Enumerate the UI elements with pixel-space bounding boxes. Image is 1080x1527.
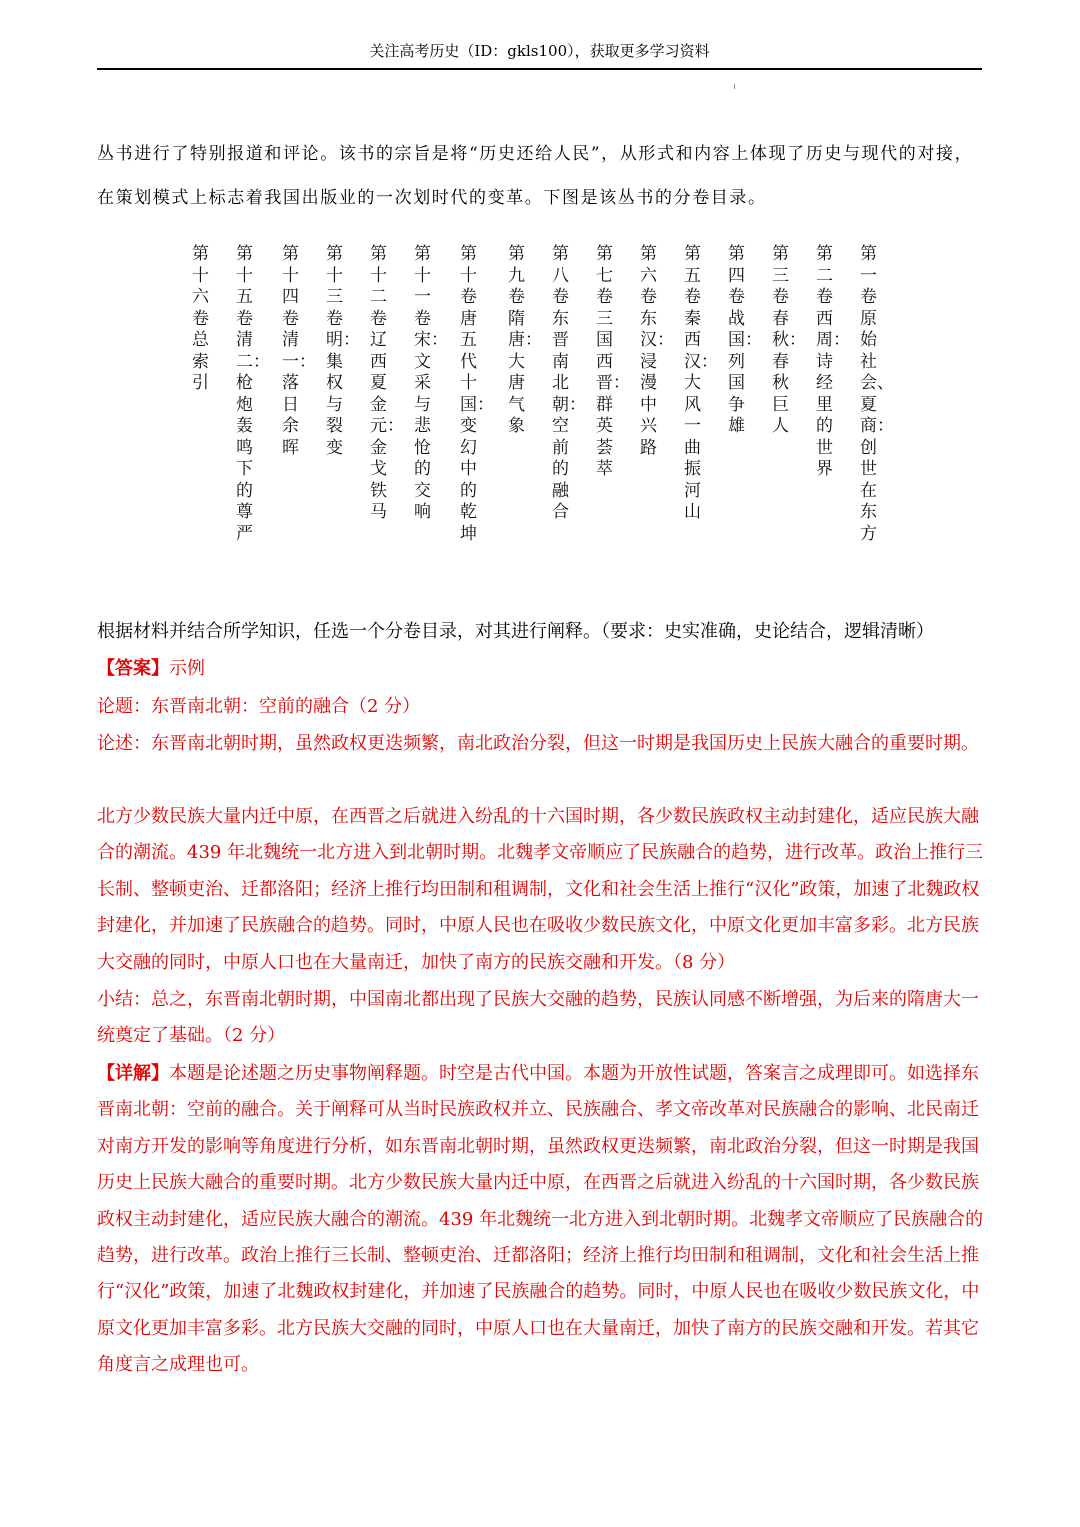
toc-volume-1: 第一卷 原始社会、夏商：创世在东方 bbox=[860, 244, 894, 544]
toc-volume-7: 第七卷 三国西晋：群英荟萃 bbox=[596, 244, 630, 479]
toc-volume-6: 第六卷 东汉：浸漫中兴路 bbox=[640, 244, 674, 458]
toc-volume-2: 第二卷 西周：诗经里的世界 bbox=[816, 244, 850, 479]
toc-volume-14: 第十四卷 清一：落日余晖 bbox=[282, 244, 316, 458]
intro-paragraph: 丛书进行了特别报道和评论。该书的宗旨是将“历史还给人民”，从形式和内容上体现了历史与现代的对接，在策划模式上标志着我国出版业的一次划时代的变革。下图是该丛书的分卷目录。 bbox=[97, 144, 974, 208]
toc-volume-15: 第十五卷 清二：枪炮轰鸣下的尊严 bbox=[236, 244, 270, 544]
answer-example-label: 示例 bbox=[169, 658, 205, 679]
answer-argument: 论述：东晋南北朝时期，虽然政权更迭频繁，南北政治分裂，但这一时期是我国历史上民族大融合的重要时期。 bbox=[97, 733, 979, 754]
toc-volume-12: 第十二卷 辽西夏金元：金戈铁马 bbox=[370, 244, 404, 522]
header-mark bbox=[734, 84, 735, 89]
toc-volume-8: 第八卷 东晋南北朝：空前的融合 bbox=[552, 244, 586, 522]
answer-body: 北方少数民族大量内迁中原，在西晋之后就进入纷乱的十六国时期，各少数民族政权主动封建化，适应民族大融合的潮流。439 年北魏统一北方进入到北朝时期。北魏孝文帝顺应了民族融合的趋势，进行改革。政治上推行三长制、整顿吏治、迁都洛阳；经济上推行均田制和租调制，文化和社会生活上推行“汉化”政策，加速了北魏政权封建化，并加速了民族融合的趋势。同时，中原人民也在吸收少数民族文化，中原文化更加丰富多彩。北方民族大交融的同时，中原人口也在大量南迁，加快了南方的民族交融和开发。（8 分） bbox=[97, 806, 984, 973]
explanation-text: 本题是论述题之历史事物阐释题。时空是古代中国。本题为开放性试题，答案言之成理即可。如选择东晋南北朝：空前的融合。关于阐释可从当时民族政权并立、民族融合、孝文帝改革对民族融合的影响、北民南迁对南方开发的影响等角度进行分析，如东晋南北朝时期，虽然政权更迭频繁，南北政治分裂，但这一时期是我国历史上民族大融合的重要时期。北方少数民族大量内迁中原，在西晋之后就进入纷乱的十六国时期，各少数民族政权主动封建化，适应民族大融合的潮流。439 年北魏统一北方进入到北朝时期。北魏孝文帝顺应了民族融合的趋势，进行改革。政治上推行三长制、整顿吏治、迁都洛阳；经济上推行均田制和租调制，文化和社会生活上推行“汉化”政策，加速了北魏政权封建化，并加速了民族融合的趋势。同时，中原人民也在吸收少数民族文化，中原文化更加丰富多彩。北方民族大交融的同时，中原人口也在大量南迁，加快了南方的民族交融和开发。若其它角度言之成理也可。 bbox=[97, 1063, 984, 1376]
toc-volume-13: 第十三卷 明：集权与裂变 bbox=[326, 244, 360, 458]
answer-tag-line bbox=[97, 651, 987, 687]
question-text: 根据材料并结合所学知识，任选一个分卷目录，对其进行阐释。（要求：史实准确，史论结合，逻辑清晰） bbox=[97, 621, 934, 642]
toc-volume-3: 第三卷 春秋：春秋巨人 bbox=[772, 244, 806, 436]
toc-volume-10: 第十卷 唐五代十国：变幻中的乾坤 bbox=[460, 244, 494, 544]
toc-volume-16: 第十六卷 总索引 bbox=[192, 244, 209, 393]
toc-volume-11: 第十一卷 宋：文采与悲怆的交响 bbox=[414, 244, 448, 522]
toc-volume-9: 第九卷 隋唐：大唐气象 bbox=[508, 244, 542, 436]
page-header: 关注高考历史（ID：gkls100），获取更多学习资料 bbox=[97, 40, 982, 70]
answer-summary: 小结：总之，东晋南北朝时期，中国南北都出现了民族大交融的趋势，民族认同感不断增强，为后来的隋唐大一统奠定了基础。（2 分） bbox=[97, 989, 979, 1047]
answer-thesis: 论题：东晋南北朝：空前的融合（2 分） bbox=[97, 696, 421, 717]
explanation-tag: 【详解】 bbox=[97, 1063, 169, 1084]
toc-volume-5: 第五卷 秦西汉：大风一曲振河山 bbox=[684, 244, 718, 522]
answer-tag: 【答案】 bbox=[97, 658, 169, 679]
toc-volume-4: 第四卷 战国：列国争雄 bbox=[728, 244, 762, 436]
explanation bbox=[97, 1056, 987, 1384]
